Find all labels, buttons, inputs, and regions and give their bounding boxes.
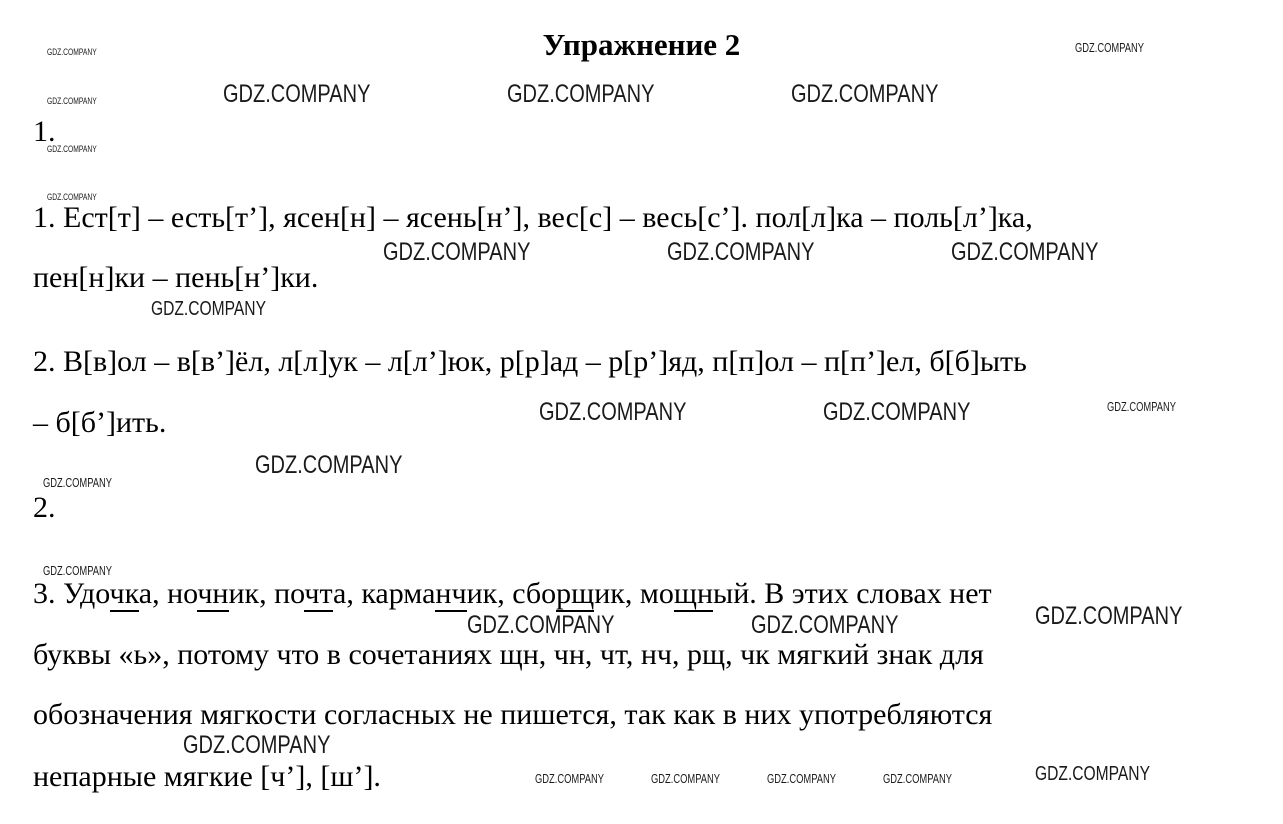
answer-line-4: – б[б’]ить. bbox=[33, 406, 167, 439]
answer-line-6: буквы «ь», потому что в сочетаниях щн, чн, чт, нч, рщ, чк мягкий знак для bbox=[33, 638, 984, 671]
watermark: GDZ.COMPANY bbox=[883, 771, 952, 786]
watermark: GDZ.COMPANY bbox=[1035, 763, 1150, 785]
text-fragment: ик, сбо bbox=[466, 577, 557, 610]
watermark: GDZ.COMPANY bbox=[151, 298, 266, 320]
text-fragment: ик, мо bbox=[594, 577, 674, 610]
watermark: GDZ.COMPANY bbox=[1035, 602, 1183, 630]
answer-line-8: непарные мягкие [ч’], [ш’]. bbox=[33, 760, 381, 793]
answer-line-7: обозначения мягкости согласных не пишется, так как в них употребляются bbox=[33, 698, 993, 731]
text-fragment: а, но bbox=[138, 577, 198, 610]
watermark: GDZ.COMPANY bbox=[667, 238, 815, 266]
page-title: Упражнение 2 bbox=[542, 27, 741, 62]
watermark: GDZ.COMPANY bbox=[1075, 40, 1144, 55]
watermark: GDZ.COMPANY bbox=[791, 80, 939, 108]
watermark: GDZ.COMPANY bbox=[47, 144, 97, 154]
watermark: GDZ.COMPANY bbox=[1107, 399, 1176, 414]
section-number-1: 1. bbox=[33, 115, 56, 148]
text-fragment: ик, по bbox=[228, 577, 305, 610]
text-fragment: 3. Удо bbox=[33, 577, 110, 610]
watermark: GDZ.COMPANY bbox=[255, 451, 403, 479]
answer-line-2: пен[н]ки – пень[н’]ки. bbox=[33, 261, 319, 294]
watermark: GDZ.COMPANY bbox=[47, 96, 97, 106]
watermark: GDZ.COMPANY bbox=[539, 398, 687, 426]
underlined-letters: чт bbox=[304, 577, 333, 610]
answer-line-5 bbox=[33, 576, 992, 612]
watermark: GDZ.COMPANY bbox=[383, 238, 531, 266]
watermark: GDZ.COMPANY bbox=[823, 398, 971, 426]
watermark: GDZ.COMPANY bbox=[467, 611, 615, 639]
watermark: GDZ.COMPANY bbox=[47, 192, 97, 202]
underlined-letters: нч bbox=[435, 577, 467, 610]
watermark: GDZ.COMPANY bbox=[43, 563, 112, 578]
underlined-letters: чн bbox=[197, 577, 229, 610]
watermark: GDZ.COMPANY bbox=[43, 475, 112, 490]
watermark: GDZ.COMPANY bbox=[535, 771, 604, 786]
watermark: GDZ.COMPANY bbox=[507, 80, 655, 108]
answer-line-1: 1. Ест[т] – есть[т’], ясен[н] – ясень[н’], вес[с] – весь[с’]. пол[л]ка – поль[л’]ка, bbox=[33, 201, 1033, 234]
watermark: GDZ.COMPANY bbox=[767, 771, 836, 786]
watermark: GDZ.COMPANY bbox=[651, 771, 720, 786]
watermark: GDZ.COMPANY bbox=[47, 47, 97, 57]
watermark: GDZ.COMPANY bbox=[951, 238, 1099, 266]
text-fragment: ый. В этих словах нет bbox=[713, 577, 992, 610]
watermark: GDZ.COMPANY bbox=[751, 611, 899, 639]
watermark: GDZ.COMPANY bbox=[183, 731, 331, 759]
underlined-letters: щн bbox=[673, 577, 714, 610]
underlined-letters: чк bbox=[109, 577, 139, 610]
watermark: GDZ.COMPANY bbox=[223, 80, 371, 108]
section-number-2: 2. bbox=[33, 491, 56, 524]
text-fragment: а, карма bbox=[333, 577, 436, 610]
underlined-letters: рщ bbox=[556, 577, 595, 610]
answer-line-3: 2. В[в]ол – в[в’]ёл, л[л]ук – л[л’]юк, р[р]ад – р[р’]яд, п[п]ол – п[п’]ел, б[б]ыть bbox=[33, 345, 1027, 378]
